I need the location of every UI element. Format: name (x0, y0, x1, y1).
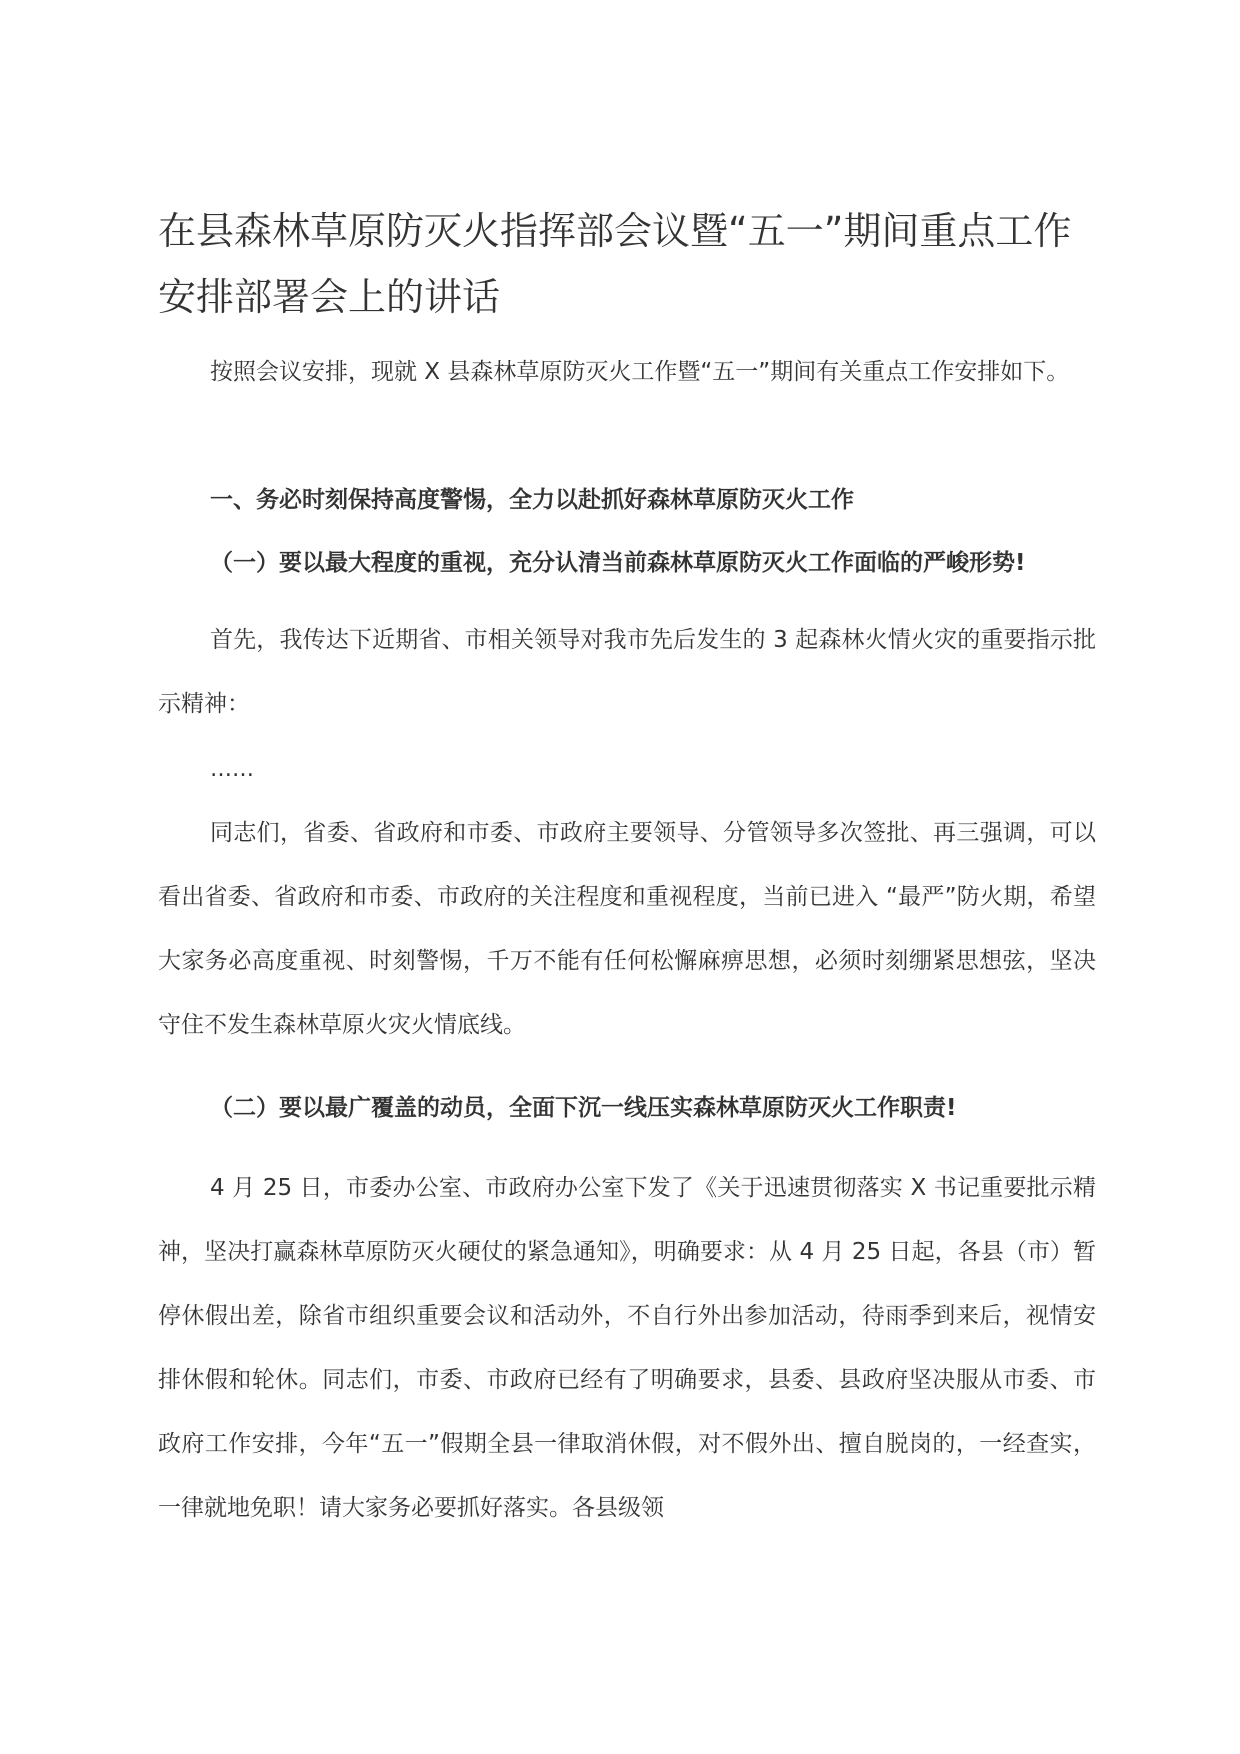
paragraph-notice: 4 月 25 日，市委办公室、市政府办公室下发了《关于迅速贯彻落实 X 书记重要批示精神，坚决打赢森林草原防灭火硬仗的紧急通知》，明确要求：从 4 月 25 日起，各县（市）暂停休假出差，除省市组织重要会议和活动外，不自行外出参加活动，待雨季到来后，视情安排休假和轮休。同志们，市委、市政府已经有了明确要求，县委、县政府坚决服从市委、市政府工作安排，今年“五一”假期全县一律取消休假，对不假外出、擅自脱岗的，一经查实，一律就地免职！请大家务必要抓好落实。各县级领 (158, 1175, 1096, 1521)
subsection-2-heading: （二）要以最广覆盖的动员，全面下沉一线压实森林草原防灭火工作职责! (210, 1095, 957, 1121)
section-1-heading: 一、务必时刻保持高度警惕，全力以赴抓好森林草原防灭火工作 (210, 487, 854, 513)
paragraph-comrades: 同志们，省委、省政府和市委、市政府主要领导、分管领导多次签批、再三强调，可以看出省委、省政府和市委、市政府的关注程度和重视程度，当前已进入 “最严”防火期，希望大家务必高度重视、时刻警惕，千万不能有任何松懈麻痹思想，必须时刻绷紧思想弦，坚决守住不发生森林草原火灾火情底线。 (158, 820, 1096, 1038)
paragraph-directive: 首先，我传达下近期省、市相关领导对我市先后发生的 3 起森林火情火灾的重要指示批示精神： (158, 627, 1096, 717)
ellipsis-text: …… (210, 757, 254, 782)
document-title: 在县森林草原防灭火指挥部会议暨“五一”期间重点工作安排部署会上的讲话 (158, 209, 1072, 319)
subsection-1-heading: （一）要以最大程度的重视，充分认清当前森林草原防灭火工作面临的严峻形势! (210, 550, 1026, 576)
intro-paragraph: 按照会议安排，现就 X 县森林草原防灭火工作暨“五一”期间有关重点工作安排如下。 (210, 359, 1070, 385)
